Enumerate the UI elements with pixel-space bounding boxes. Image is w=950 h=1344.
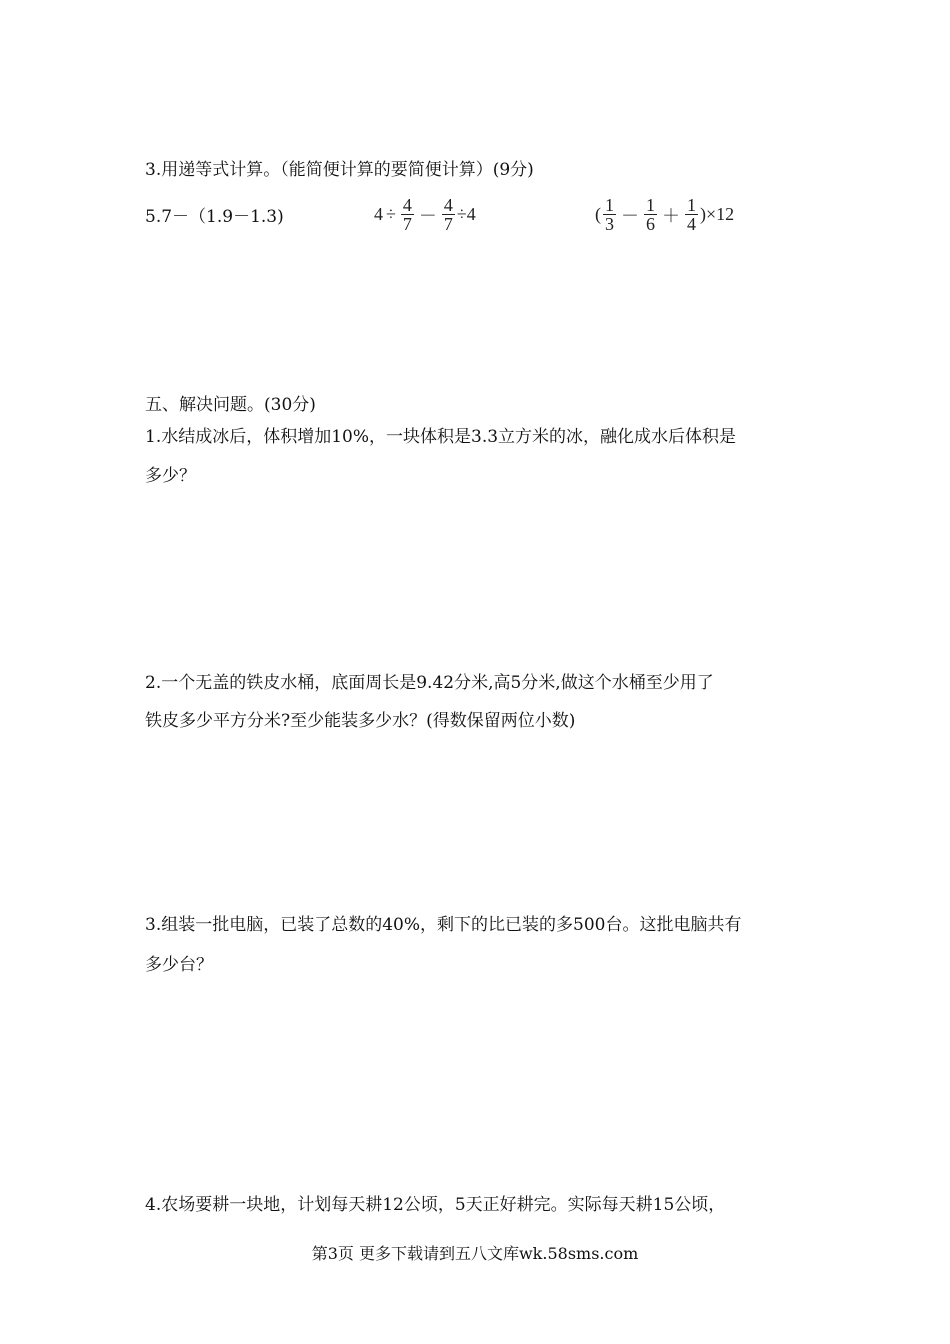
- page-footer: 第3页 更多下载请到五八文库wk.58sms.com: [311, 1244, 639, 1263]
- q3-calc-title: 3.用递等式计算。（能简便计算的要简便计算）(9分): [145, 160, 534, 180]
- problem-4-line-1: 4.农场要耕一块地，计划每天耕12公顷，5天正好耕完。实际每天耕15公顷，: [145, 1195, 726, 1215]
- expression-2: [374, 196, 476, 233]
- expr3-tail: )×12: [700, 204, 735, 224]
- fraction: [401, 196, 414, 233]
- numerator: 1: [687, 195, 696, 215]
- problem-1-line-1: 1.水结成冰后，体积增加10%，一块体积是3.3立方米的冰，融化成水后体积是: [145, 427, 737, 447]
- problem-1-line-2: 多少？: [145, 466, 196, 486]
- denominator: 7: [402, 214, 412, 234]
- fraction: [685, 196, 698, 233]
- fraction: [442, 196, 455, 233]
- expr2-operand: 4: [374, 204, 383, 224]
- fraction: [603, 196, 616, 233]
- numerator: 4: [443, 195, 453, 215]
- denominator: 7: [443, 214, 453, 234]
- numerator: 4: [402, 195, 412, 215]
- numerator: 1: [646, 195, 655, 215]
- problem-2-line-1: 2.一个无盖的铁皮水桶，底面周长是9.42分米,高5分米,做这个水桶至少用了: [145, 673, 714, 693]
- denominator: 6: [646, 214, 655, 234]
- expression-3: [595, 196, 734, 233]
- expr2-tail: ÷4: [456, 204, 476, 224]
- problem-2-line-2: 铁皮多少平方分米?至少能装多少水？(得数保留两位小数): [145, 711, 576, 731]
- problem-3-line-1: 3.组装一批电脑，已装了总数的40%，剩下的比已装的多500台。这批电脑共有: [145, 915, 742, 935]
- plus-sign: ＋: [662, 205, 680, 226]
- denominator: 4: [687, 214, 696, 234]
- fraction: [644, 196, 657, 233]
- divide-sign: ÷: [386, 204, 396, 224]
- numerator: 1: [605, 195, 614, 215]
- denominator: 3: [605, 214, 614, 234]
- minus-sign: －: [621, 205, 639, 226]
- problem-3-line-2: 多少台？: [145, 955, 213, 975]
- open-paren: (: [595, 204, 601, 224]
- minus-sign: －: [418, 205, 437, 226]
- expression-1: 5.7－（1.9－1.3): [145, 207, 284, 227]
- section-five-title: 五、解决问题。(30分): [145, 395, 316, 415]
